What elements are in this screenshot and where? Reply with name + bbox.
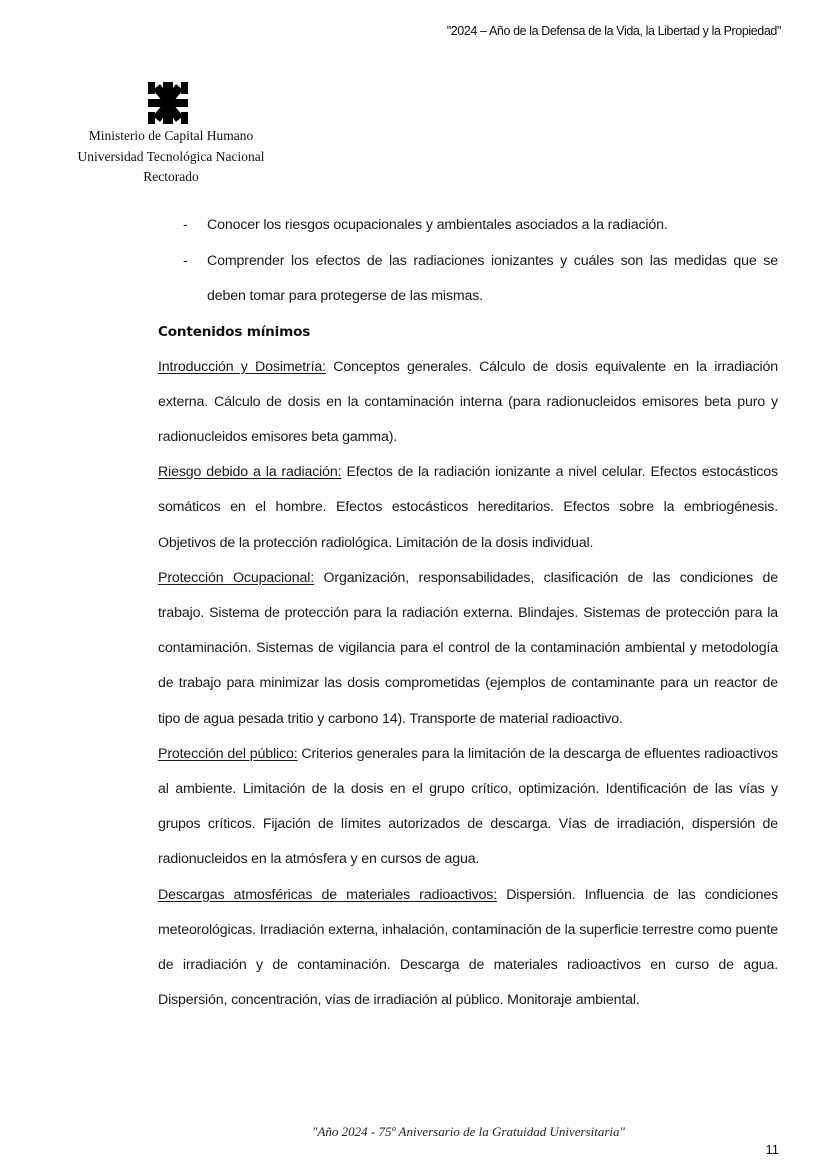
institution-block: [56, 126, 286, 188]
topic-text: Organización, responsabilidades, clasificación de las condiciones de trabajo. Sistema de protección para la radiación externa. Blindajes. Sistemas de protección para la contaminación. Sistemas de vigilancia para el control de la contaminación ambiental y metodología de trabajo para minimizar las dosis comprometidas (ejemplos de contaminante para un reactor de tipo de agua pesada tritio y carbono 14). Transporte de material radioactivo.: [158, 569, 778, 727]
utn-logo-icon: [148, 82, 188, 124]
topic-paragraph: [158, 455, 778, 561]
topic-text: Efectos de la radiación ionizante a nivel celular. Efectos estocásticos somáticos en el hombre. Efectos estocásticos hereditarios. Efectos sobre la embriogénesis. Objetivos de la protección radiológica. Limitación de la dosis individual.: [158, 464, 778, 551]
topic-paragraph: [158, 737, 778, 878]
dash-bullet: -: [183, 217, 188, 233]
topic-text: Criterios generales para la limitación de la descarga de efluentes radioactivos al ambiente. Limitación de la dosis en el grupo crítico, optimización. Identificación de las vías y grupos críticos. Fijación de límites autorizados de descarga. Vías de irradiación, dispersión de radionucleidos en la atmósfera y en cursos de agua.: [158, 745, 778, 868]
header-motto: "2024 – Año de la Defensa de la Vida, la Libertad y la Propiedad": [446, 24, 781, 38]
objective-text: Conocer los riesgos ocupacionales y ambientales asociados a la radiación.: [207, 217, 668, 233]
topic-paragraph: [158, 561, 778, 737]
topic-label: Protección Ocupacional:: [158, 569, 315, 586]
document-body: [158, 208, 778, 1018]
university-name: Universidad Tecnológica Nacional: [77, 148, 265, 164]
objective-item: [158, 244, 778, 315]
section-title: Contenidos mínimos: [158, 323, 311, 340]
topic-paragraph: [158, 350, 778, 456]
topic-paragraph: [158, 878, 778, 1019]
objective-text: Comprender los efectos de las radiaciones ionizantes y cuáles son las medidas que se deben tomar para protegerse de las mismas.: [207, 252, 778, 304]
department-name: Rectorado: [143, 169, 199, 184]
dash-bullet: -: [183, 252, 188, 269]
ministry-name: Ministerio de Capital Humano: [88, 128, 254, 143]
topic-text: Conceptos generales. Cálculo de dosis equivalente en la irradiación externa. Cálculo de dosis en la contaminación interna (para radionucleidos emisores beta puro y radionucleidos emisores beta gamma).: [158, 358, 778, 445]
footer-motto: "Año 2024 - 75º Aniversario de la Gratuidad Universitaria": [312, 1124, 625, 1139]
topic-text: Dispersión. Influencia de las condiciones meteorológicas. Irradiación externa, inhalación, contaminación de la superficie terrestre como puente de irradiación y de contaminación. Descarga de materiales radioactivos en curso de agua. Dispersión, concentración, vías de irradiación al público. Monitoraje ambiental.: [158, 886, 779, 1009]
topic-label: Riesgo debido a la radiación:: [158, 464, 342, 481]
objective-item: [158, 208, 778, 244]
topic-label: Introducción y Dosimetría:: [158, 358, 326, 375]
topic-label: Descargas atmosféricas de materiales radioactivos:: [158, 886, 498, 903]
page-number: 11: [765, 1142, 779, 1157]
topic-label: Protección del público:: [158, 745, 298, 762]
